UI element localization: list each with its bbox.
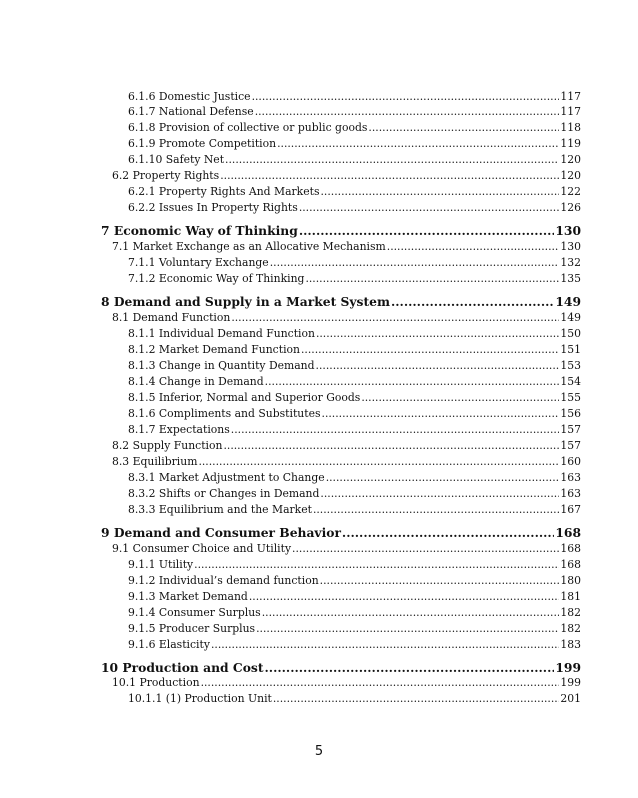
toc-entry-page: 183 — [560, 638, 581, 651]
toc-entry[interactable] — [128, 201, 581, 214]
toc-entry[interactable] — [128, 327, 581, 340]
toc-entry-page: 122 — [560, 185, 581, 198]
toc-entry-page: 182 — [560, 622, 581, 635]
toc-entry[interactable] — [128, 185, 581, 198]
toc-entry-title: 6.1.7 National Defense — [128, 105, 254, 118]
dot-leader — [252, 90, 560, 103]
toc-entry-page: 157 — [560, 439, 581, 452]
toc-entry[interactable] — [128, 590, 581, 603]
toc-entry-title: 8.1.1 Individual Demand Function — [128, 327, 315, 340]
toc-entry-page: 157 — [560, 423, 581, 436]
toc-entry[interactable] — [101, 525, 581, 540]
toc-entry-page: 126 — [560, 201, 581, 214]
toc-entry-page: 119 — [560, 137, 581, 150]
toc-entry[interactable] — [112, 240, 581, 253]
toc-entry-page: 168 — [555, 525, 581, 540]
toc-entry-title: 9.1.6 Elasticity — [128, 638, 210, 651]
toc-entry[interactable] — [128, 487, 581, 500]
dot-leader — [262, 606, 560, 619]
toc-entry-page: 150 — [560, 327, 581, 340]
toc-entry-title: 7.1.2 Economic Way of Thinking — [128, 272, 305, 285]
toc-entry-page: 117 — [560, 105, 581, 118]
toc-entry[interactable] — [128, 359, 581, 372]
toc-entry[interactable] — [128, 375, 581, 388]
dot-leader — [198, 455, 559, 468]
toc-entry-title: 9.1.4 Consumer Surplus — [128, 606, 261, 619]
toc-entry-title: 8.1.4 Change in Demand — [128, 375, 264, 388]
toc-entry-title: 6.2 Property Rights — [112, 169, 220, 182]
toc-entry-title: 8.3 Equilibrium — [112, 455, 198, 468]
toc-entry-title: 8.3.1 Market Adjustment to Change — [128, 471, 325, 484]
dot-leader — [201, 676, 560, 689]
toc-entry-title: 7 Economic Way of Thinking — [101, 223, 298, 238]
toc-entry-page: 201 — [560, 692, 581, 705]
toc-entry-title: 6.1.8 Provision of collective or public goods — [128, 121, 368, 134]
toc-entry-page: 199 — [560, 676, 581, 689]
dot-leader — [391, 294, 554, 309]
toc-entry[interactable] — [128, 606, 581, 619]
dot-leader — [194, 558, 559, 571]
toc-entry-title: 9.1.2 Individual’s demand function — [128, 574, 319, 587]
toc-entry-title: 10 Production and Cost — [101, 660, 264, 675]
toc-entry[interactable] — [112, 455, 581, 468]
dot-leader — [223, 439, 559, 452]
toc-entry[interactable] — [128, 137, 581, 150]
toc-entry-page: 156 — [560, 407, 581, 420]
dot-leader — [320, 185, 559, 198]
toc-entry-page: 199 — [555, 660, 581, 675]
toc-entry-title: 9.1.3 Market Demand — [128, 590, 248, 603]
toc-entry-page: 154 — [560, 375, 581, 388]
dot-leader — [273, 692, 560, 705]
toc-entry-page: 155 — [560, 391, 581, 404]
toc-entry[interactable] — [112, 439, 581, 452]
toc-entry-title: 8.1.2 Market Demand Function — [128, 343, 300, 356]
toc-entry-title: 8.1.5 Inferior, Normal and Superior Goods — [128, 391, 361, 404]
toc-entry[interactable] — [128, 391, 581, 404]
toc-entry-page: 118 — [560, 121, 581, 134]
toc-entry-page: 120 — [560, 169, 581, 182]
toc-entry-title: 6.1.9 Promote Competition — [128, 137, 277, 150]
toc-entry-page: 117 — [560, 90, 581, 103]
toc-entry[interactable] — [128, 256, 581, 269]
toc-entry[interactable] — [112, 676, 581, 689]
toc-entry[interactable] — [128, 121, 581, 134]
toc-entry[interactable] — [128, 153, 581, 166]
dot-leader — [220, 169, 559, 182]
toc-entry[interactable] — [128, 471, 581, 484]
toc-entry-title: 8.2 Supply Function — [112, 439, 223, 452]
toc-entry-title: 7.1.1 Voluntary Exchange — [128, 256, 269, 269]
toc-entry-title: 8.3.3 Equilibrium and the Market — [128, 503, 312, 516]
toc-entry-page: 168 — [560, 558, 581, 571]
toc-entry-page: 181 — [560, 590, 581, 603]
toc-entry-page: 149 — [555, 294, 581, 309]
toc-entry-page: 135 — [560, 272, 581, 285]
dot-leader — [299, 201, 560, 214]
toc-entry[interactable] — [128, 692, 581, 705]
toc-entry[interactable] — [128, 638, 581, 651]
dot-leader — [368, 121, 559, 134]
toc-entry[interactable] — [112, 169, 581, 182]
dot-leader — [270, 256, 560, 269]
dot-leader — [225, 153, 559, 166]
toc-entry[interactable] — [128, 105, 581, 118]
toc-entry-page: 160 — [560, 455, 581, 468]
dot-leader — [277, 137, 559, 150]
dot-leader — [301, 343, 559, 356]
dot-leader — [361, 391, 559, 404]
dot-leader — [292, 542, 559, 555]
toc-entry-title: 6.1.6 Domestic Justice — [128, 90, 251, 103]
toc-entry-page: 130 — [560, 240, 581, 253]
page-number: 5 — [314, 744, 324, 759]
toc-entry[interactable] — [128, 574, 581, 587]
dot-leader — [320, 487, 559, 500]
toc-entry[interactable] — [128, 622, 581, 635]
dot-leader — [299, 223, 554, 238]
dot-leader — [211, 638, 559, 651]
toc-entry[interactable] — [128, 503, 581, 516]
toc-entry-title: 8.1.6 Compliments and Substitutes — [128, 407, 321, 420]
toc-entry-title: 6.1.10 Safety Net — [128, 153, 225, 166]
dot-leader — [320, 574, 560, 587]
toc-entry[interactable] — [112, 311, 581, 324]
toc-entry-page: 167 — [560, 503, 581, 516]
dot-leader — [265, 660, 555, 675]
toc-entry-title: 8.3.2 Shifts or Changes in Demand — [128, 487, 320, 500]
dot-leader — [316, 359, 560, 372]
toc-entry-page: 163 — [560, 487, 581, 500]
toc-entry[interactable] — [101, 294, 581, 309]
toc-entry-title: 6.2.1 Property Rights And Markets — [128, 185, 320, 198]
dot-leader — [342, 525, 554, 540]
toc-entry-title: 10.1 Production — [112, 676, 200, 689]
toc-entry-title: 10.1.1 (1) Production Unit — [128, 692, 272, 705]
dot-leader — [322, 407, 560, 420]
toc-entry[interactable] — [128, 272, 581, 285]
toc-entry[interactable] — [112, 542, 581, 555]
toc-entry-title: 8.1 Demand Function — [112, 311, 231, 324]
toc-entry-page: 130 — [555, 223, 581, 238]
toc-entry-title: 6.2.2 Issues In Property Rights — [128, 201, 298, 214]
toc-entry-page: 132 — [560, 256, 581, 269]
dot-leader — [231, 311, 559, 324]
toc-entry-title: 9.1.5 Producer Surplus — [128, 622, 256, 635]
toc-entry[interactable] — [128, 407, 581, 420]
toc-entry[interactable] — [128, 423, 581, 436]
toc-entry[interactable] — [101, 660, 581, 675]
dot-leader — [249, 590, 560, 603]
toc-entry-title: 8.1.3 Change in Quantity Demand — [128, 359, 315, 372]
toc-entry[interactable] — [101, 223, 581, 238]
toc-entry-title: 8 Demand and Supply in a Market System — [101, 294, 390, 309]
dot-leader — [231, 423, 560, 436]
dot-leader — [313, 503, 559, 516]
dot-leader — [255, 105, 560, 118]
dot-leader — [305, 272, 559, 285]
dot-leader — [326, 471, 560, 484]
toc-entry[interactable] — [128, 558, 581, 571]
toc-entry-title: 8.1.7 Expectations — [128, 423, 230, 436]
toc-entry-title: 9.1.1 Utility — [128, 558, 194, 571]
toc-entry-page: 180 — [560, 574, 581, 587]
toc-entry-page: 120 — [560, 153, 581, 166]
toc-entry[interactable] — [128, 343, 581, 356]
toc-entry[interactable] — [128, 90, 581, 103]
toc-entry-page: 149 — [560, 311, 581, 324]
dot-leader — [256, 622, 559, 635]
toc-entry-page: 168 — [560, 542, 581, 555]
toc-entry-title: 9 Demand and Consumer Behavior — [101, 525, 341, 540]
dot-leader — [316, 327, 559, 340]
dot-leader — [387, 240, 560, 253]
toc-entry-page: 182 — [560, 606, 581, 619]
toc-entry-page: 163 — [560, 471, 581, 484]
toc-entry-title: 7.1 Market Exchange as an Allocative Mechanism — [112, 240, 386, 253]
dot-leader — [265, 375, 560, 388]
toc-entry-title: 9.1 Consumer Choice and Utility — [112, 542, 292, 555]
toc-entry-page: 153 — [560, 359, 581, 372]
toc-entry-page: 151 — [560, 343, 581, 356]
